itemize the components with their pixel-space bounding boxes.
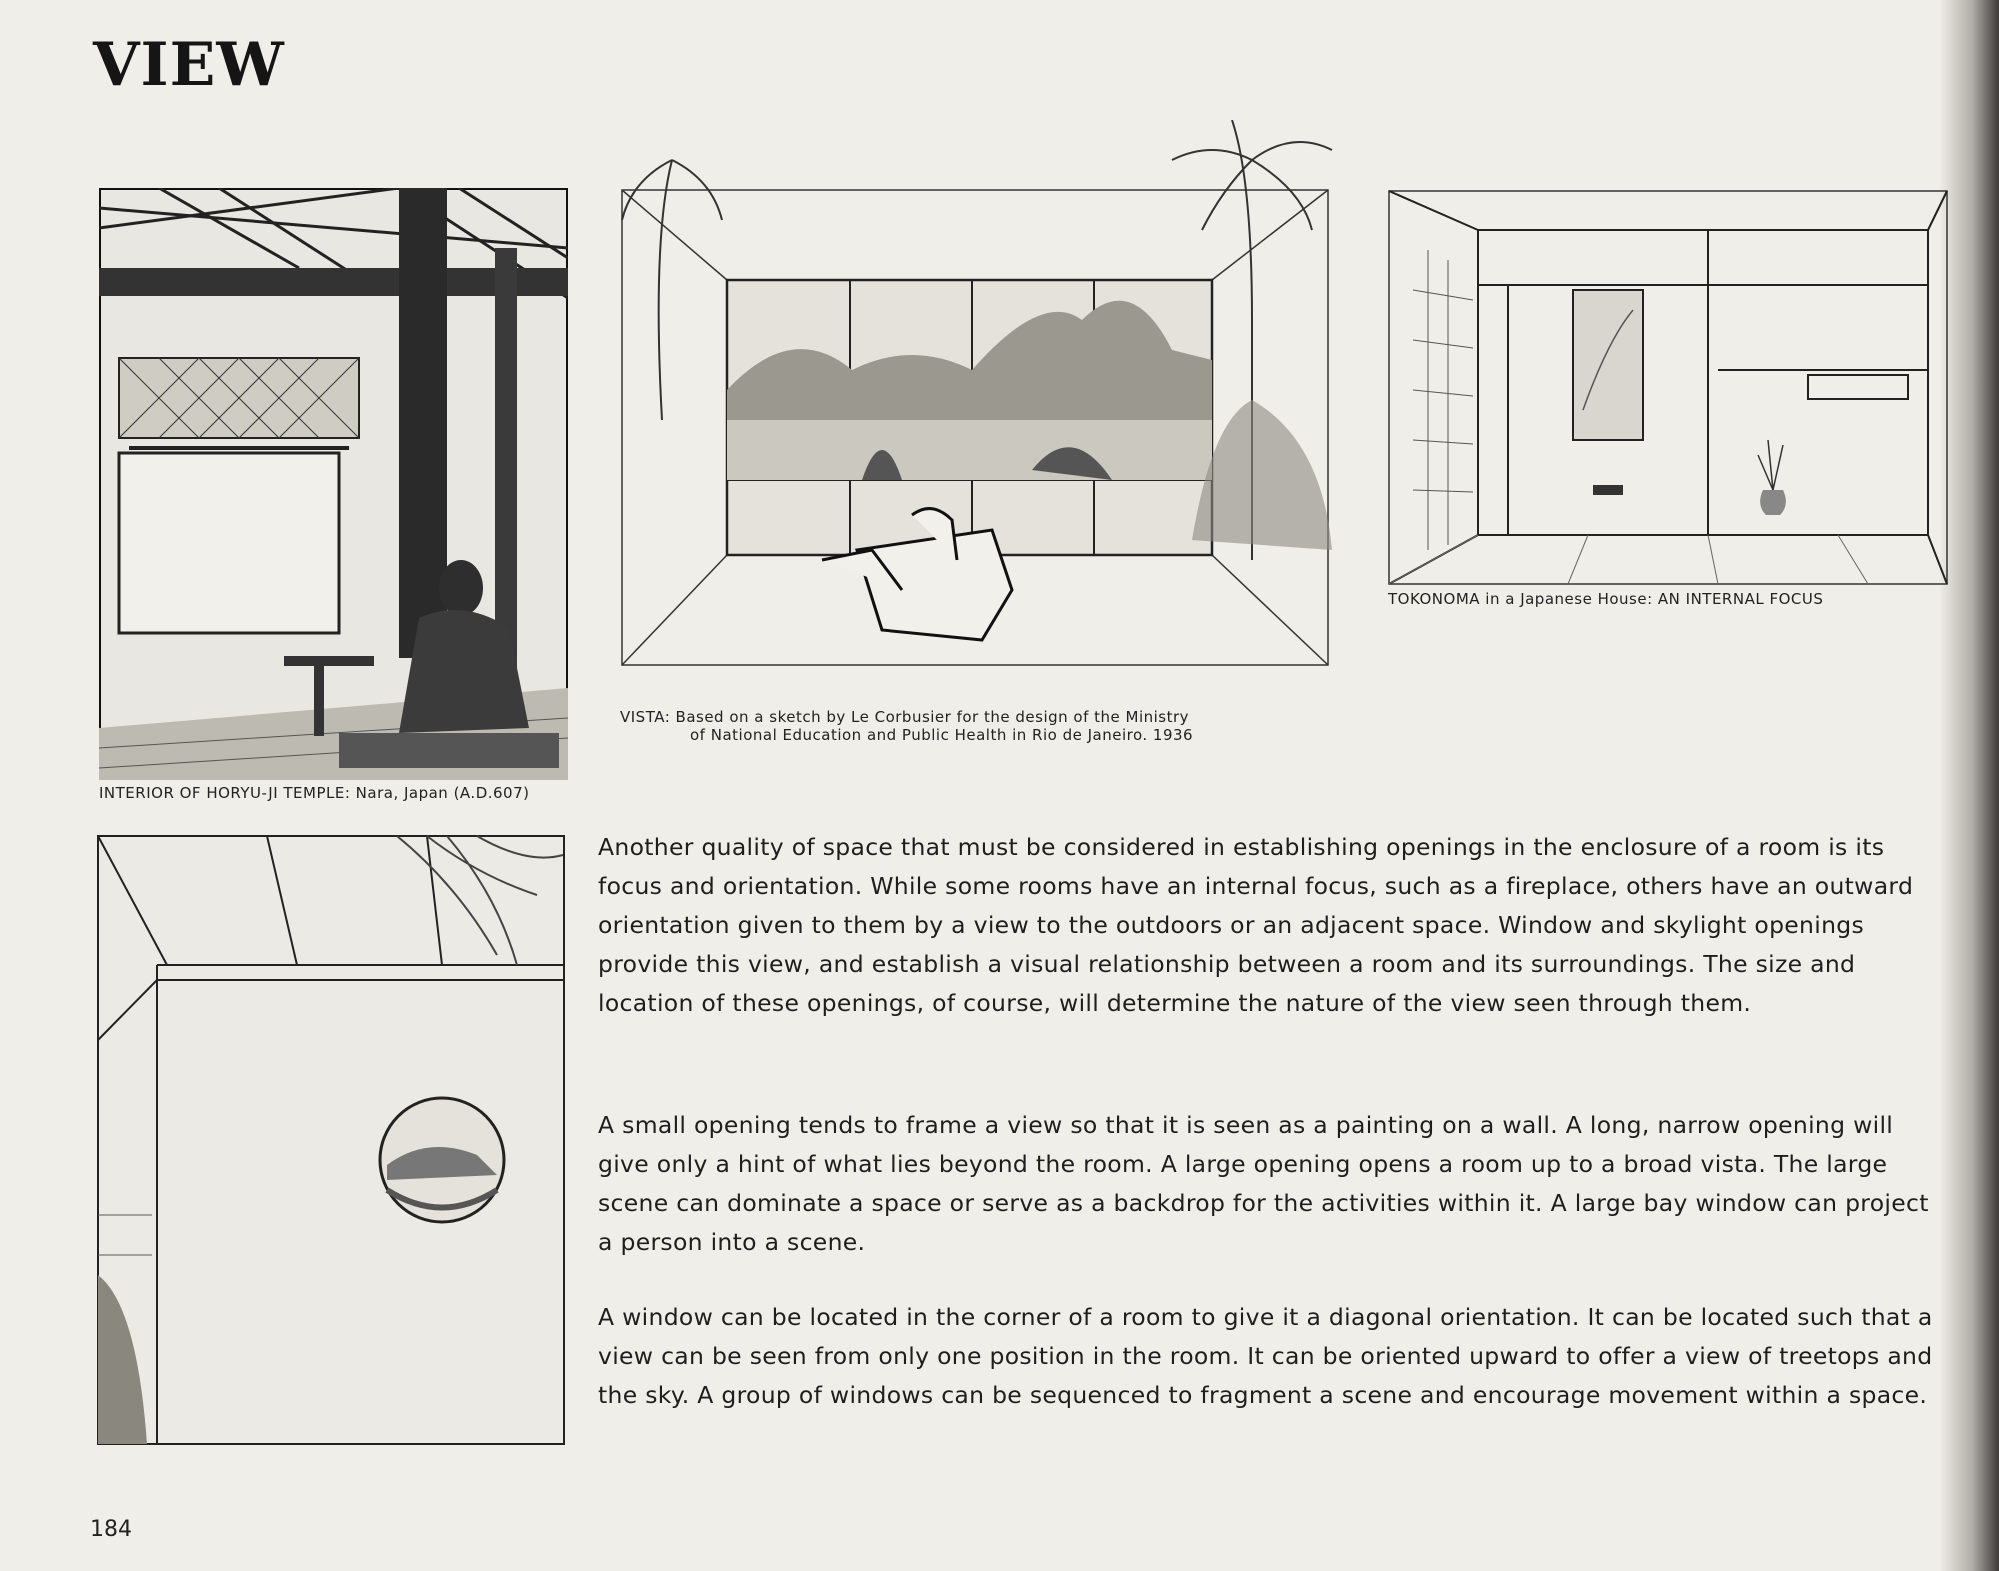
round-window-sketch [97, 835, 565, 1445]
page-title: VIEW [93, 30, 285, 100]
vista-sketch [612, 120, 1342, 690]
body-paragraph-1: Another quality of space that must be considered in establishing openings in the enclosure of a room is its focus and orientation. While some rooms have an internal focus, such as a fireplace, others have an outward orientation given to them by a view to the outdoors or an adjacent space. Window and skylight openings provide this view, and establish a visual relationship between a room and its surroundings. The size and location of these openings, of course, will determine the nature of the view seen through them. [598, 833, 1914, 1017]
body-paragraph-2: A small opening tends to frame a view so that it is seen as a painting on a wall. A long, narrow opening will give only a hint of what lies beyond the room. A large opening opens a room up to a broad vista. The large scene can dominate a space or serve as a backdrop for the activities within it. A large bay window can project a person into a scene. [598, 1111, 1929, 1256]
vista-caption-line1: VISTA: Based on a sketch by Le Corbusier for the design of the Ministry [620, 708, 1190, 726]
horyuji-caption: INTERIOR OF HORYU-JI TEMPLE: Nara, Japan (A.D.607) [99, 784, 530, 802]
tokonoma-caption: TOKONOMA in a Japanese House: AN INTERNAL FOCUS [1388, 590, 1824, 608]
vista-caption-line2: of National Education and Public Health in Rio de Janeiro. 1936 [690, 726, 1194, 744]
horyuji-interior-sketch [99, 188, 568, 780]
page-binding-shadow [1939, 0, 1999, 1571]
page-number: 184 [90, 1517, 132, 1542]
tokonoma-sketch [1388, 190, 1948, 585]
body-paragraph-3: A window can be located in the corner of a room to give it a diagonal orientation. It can be located such that a view can be seen from only one position in the room. It can be oriented upward to offer a view of treetops and the sky. A group of windows can be sequenced to fragment a scene and encourage movement within a space. [598, 1303, 1933, 1409]
